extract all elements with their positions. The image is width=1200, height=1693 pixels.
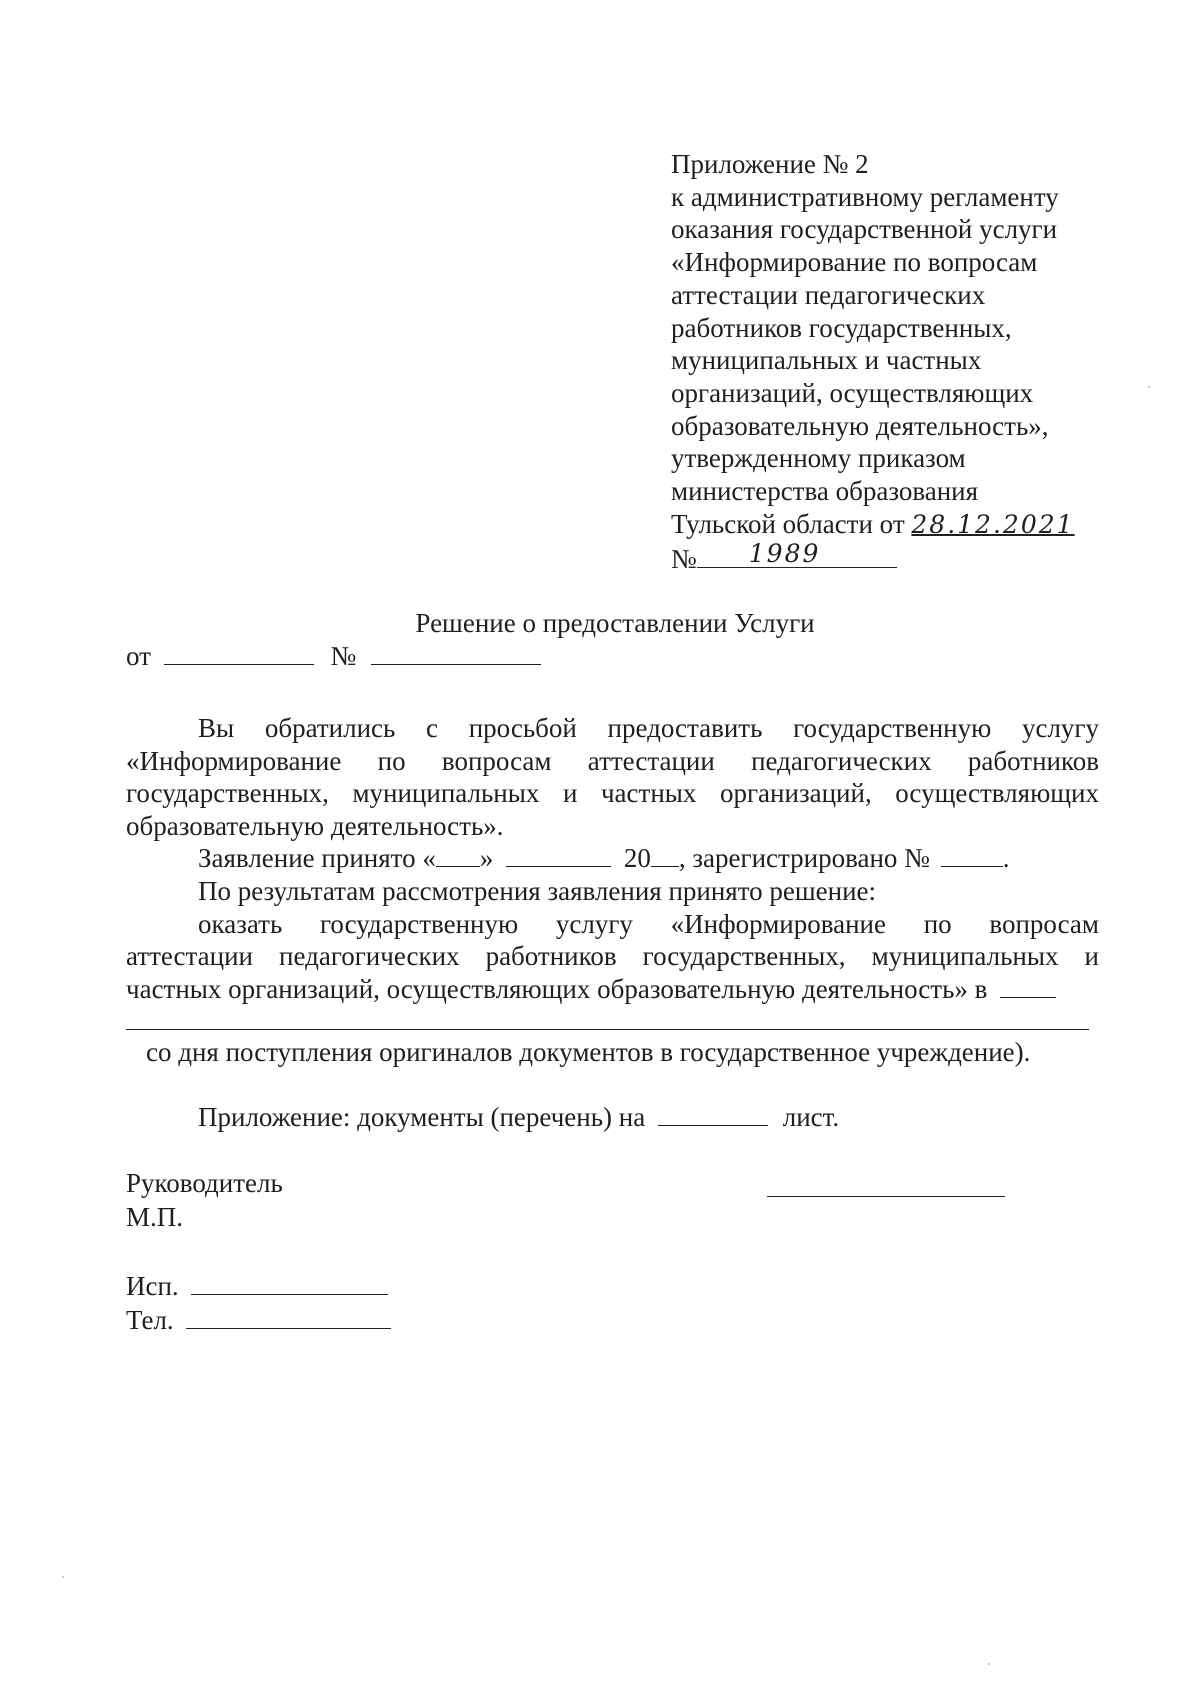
intro-line: «Информирование по вопросам аттестации педагогических работников (126, 745, 1099, 776)
accepted-year-field[interactable] (651, 842, 679, 867)
accepted-line (126, 842, 1099, 875)
scan-speck (988, 1663, 990, 1665)
registration-number-field[interactable] (941, 842, 1003, 867)
accepted-year-prefix: 20 (623, 843, 651, 874)
result-line: По результатам рассмотрения заявления принято решение: (198, 875, 877, 906)
signature-block (126, 1166, 283, 1234)
appendix-number-line (671, 538, 1111, 576)
appendix-line: оказания государственной услуги (671, 214, 1058, 245)
appendix-line: образовательную деятельность», (671, 410, 1049, 441)
appendix-number-prefix: № (671, 544, 697, 575)
decision-title: Решение о предоставлении Услуги (415, 608, 815, 638)
term-field[interactable] (1000, 973, 1056, 998)
appendix-number-underline (697, 538, 897, 568)
appendix-line: Приложение № 2 (671, 149, 869, 179)
accepted-day-field[interactable] (436, 842, 480, 867)
executor-line (126, 1269, 391, 1303)
decision-line: аттестации педагогических работников государственных, муниципальных и (126, 941, 1099, 972)
appendix-line: утвержденному приказом (671, 443, 966, 474)
phone-line (126, 1303, 391, 1337)
handwritten-number: 1989 (748, 538, 821, 568)
head-label: Руководитель (126, 1168, 283, 1198)
attachment-prefix: Приложение: документы (перечень) на (198, 1102, 646, 1132)
appendix-line: работников государственных, (671, 312, 1012, 343)
decision-body (126, 712, 1099, 1005)
appendix-line: организаций, осуществляющих (671, 377, 1034, 408)
appendix-line: «Информирование по вопросам (671, 247, 1038, 278)
decision-line: оказать государственную услугу «Информирование по вопросам (198, 908, 1099, 939)
scan-speck (62, 1576, 64, 1578)
appendix-line: министерства образования (671, 476, 979, 507)
executor-field[interactable] (191, 1270, 388, 1295)
decision-last-line (126, 973, 1099, 1006)
phone-field[interactable] (186, 1304, 391, 1329)
attachment-line (198, 1101, 839, 1133)
attachment-count-field[interactable] (658, 1101, 768, 1126)
attachment-suffix: лист. (782, 1102, 840, 1132)
stamp-label: М.П. (126, 1202, 184, 1232)
number-label: № (330, 641, 357, 671)
handwritten-date: 28.12.2021 (911, 509, 1075, 539)
appendix-line: аттестации педагогических (671, 279, 986, 310)
accepted-registered: , зарегистрировано № (678, 843, 930, 874)
accepted-month-field[interactable] (506, 842, 611, 867)
intro-line: образовательную деятельность». (126, 810, 504, 841)
appendix-date-prefix: Тульской области от (671, 508, 905, 539)
executor-label: Исп. (126, 1271, 179, 1301)
appendix-block (671, 148, 1111, 576)
after-rule-text: со дня поступления оригиналов документов в государственное учреждение). (146, 1037, 1031, 1067)
appendix-line: к административному регламенту (671, 181, 1059, 212)
phone-label: Тел. (126, 1305, 174, 1335)
decision-date-field[interactable] (164, 640, 314, 665)
scan-speck (1148, 386, 1150, 388)
accepted-prefix: Заявление принято « (198, 843, 436, 874)
decision-last-text: частных организаций, осуществляющих образовательную деятельность» в (126, 973, 988, 1004)
decision-number-field[interactable] (371, 640, 541, 665)
contacts-block (126, 1269, 391, 1337)
signature-field[interactable] (767, 1196, 1005, 1197)
appendix-date-line (671, 508, 1111, 542)
appendix-line: муниципальных и частных (671, 345, 982, 376)
from-label: от (126, 641, 151, 671)
accepted-end: . (1002, 843, 1010, 874)
intro-line: Вы обратились с просьбой предоставить государственную услугу (198, 713, 1099, 743)
decision-date-number-line (126, 640, 541, 672)
intro-line: государственных, муниципальных и частных организаций, осуществляющих (126, 778, 1099, 809)
accepted-quote-close: » (479, 843, 494, 874)
term-continuation-field[interactable] (126, 1029, 1089, 1030)
